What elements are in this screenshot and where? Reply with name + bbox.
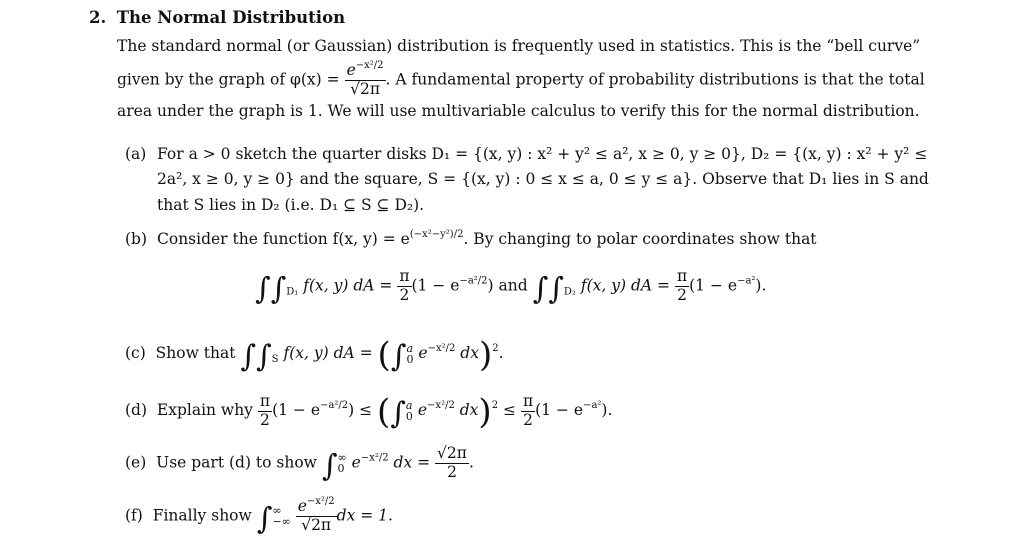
dx-equals-one: dx = 1. bbox=[336, 506, 393, 525]
right-paren: ) bbox=[478, 335, 493, 375]
limits bbox=[406, 400, 413, 422]
part-f bbox=[125, 498, 393, 536]
pi-over-2-fraction bbox=[258, 393, 272, 430]
pi: π bbox=[522, 391, 534, 410]
e: e bbox=[418, 344, 428, 362]
section-heading bbox=[89, 8, 345, 27]
part-a-label: (a) bbox=[125, 145, 147, 163]
intro-line-2-pre: given by the graph of φ(x) = bbox=[117, 70, 340, 89]
exponent: −x²/2 bbox=[360, 452, 389, 464]
part-a-line-2: 2a², x ≥ 0, y ≥ 0} and the square, S = {(x, y) : 0 ≤ x ≤ a, 0 ≤ y ≤ a}. Observe that D₁ lies in S and bbox=[157, 170, 929, 188]
upper-limit: ∞ bbox=[337, 451, 347, 465]
integral-symbol: ∫ bbox=[390, 396, 406, 431]
integrand-fraction bbox=[296, 498, 337, 535]
pi: π bbox=[399, 267, 410, 285]
part-b-function: Consider the function f(x, y) = e bbox=[157, 230, 410, 248]
upper-limit: a bbox=[405, 399, 413, 412]
part-b-label: (b) bbox=[125, 230, 148, 248]
and-text: and bbox=[498, 276, 528, 295]
limits bbox=[338, 452, 347, 474]
double-integral-symbol: ∫∫ bbox=[532, 271, 564, 307]
part-c-integrand: f(x, y) dA = bbox=[283, 344, 373, 362]
intro-line-2-post: . A fundamental property of probability distributions is that the total bbox=[385, 70, 925, 89]
rhs: (1 − e bbox=[535, 401, 584, 419]
part-e-label: (e) bbox=[125, 453, 147, 472]
result-1: (1 − e bbox=[411, 276, 460, 295]
rhs-close: ). bbox=[601, 401, 613, 419]
numerator: e bbox=[297, 497, 307, 515]
integrand-1: f(x, y) dA = bbox=[303, 276, 393, 295]
lhs-close: ) ≤ bbox=[348, 401, 373, 419]
part-c-text: Show that bbox=[155, 344, 236, 362]
part-a-line-1: For a > 0 sketch the quarter disks D₁ = {(x, y) : x² + y² ≤ a², x ≥ 0, y ≥ 0}, D₂ = {(x, y) : x² + y² ≤ bbox=[157, 145, 928, 163]
numerator-exponent: −x²/2 bbox=[306, 496, 335, 507]
lhs: (1 − e bbox=[272, 401, 321, 419]
power: 2 bbox=[492, 343, 499, 354]
dx: dx bbox=[459, 401, 479, 419]
result-2: (1 − e bbox=[689, 276, 738, 295]
integral-symbol: ∫ bbox=[256, 501, 273, 537]
result-1-exponent: −a²/2 bbox=[459, 275, 488, 287]
e: e bbox=[351, 453, 361, 472]
result-1-close: ) bbox=[487, 276, 494, 295]
part-b-text: . By changing to polar coordinates show that bbox=[463, 230, 817, 248]
left-paren: ( bbox=[377, 335, 391, 375]
part-e bbox=[125, 445, 474, 483]
left-paren: ( bbox=[377, 392, 391, 432]
phi-fraction bbox=[345, 62, 386, 99]
lower-limit: 0 bbox=[337, 462, 345, 476]
region-d2: D₂ bbox=[563, 286, 576, 298]
section-title: The Normal Distribution bbox=[116, 8, 346, 27]
upper-limit: a bbox=[406, 342, 413, 355]
intro-line-3: area under the graph is 1. We will use multivariable calculus to verify this for the normal distribution. bbox=[117, 102, 920, 120]
pi: π bbox=[676, 267, 688, 285]
part-b-line-1 bbox=[157, 230, 817, 248]
right-paren: ) bbox=[478, 392, 492, 432]
e: e bbox=[417, 401, 428, 419]
power: 2 bbox=[491, 400, 499, 411]
phi-numerator: e bbox=[346, 61, 356, 79]
period: . bbox=[498, 344, 504, 362]
exponent: −x²/2 bbox=[427, 343, 456, 354]
phi-exponent: −x²/2 bbox=[355, 60, 384, 71]
pi: π bbox=[259, 391, 271, 410]
part-f-text: Finally show bbox=[152, 506, 252, 525]
lower-limit: −∞ bbox=[272, 515, 291, 529]
part-b-equation bbox=[255, 268, 766, 306]
rhs-exponent: −a² bbox=[583, 400, 602, 411]
result-fraction bbox=[435, 445, 469, 482]
pi-over-2-fraction bbox=[397, 268, 411, 305]
limits bbox=[406, 343, 413, 365]
two: 2 bbox=[523, 410, 533, 429]
integrand-2: f(x, y) dA = bbox=[580, 276, 670, 295]
part-c-label: (c) bbox=[125, 344, 146, 362]
result-2-exponent: −a² bbox=[737, 275, 756, 287]
denominator: √2π bbox=[301, 515, 332, 534]
double-integral-symbol: ∫∫ bbox=[240, 339, 272, 374]
part-c bbox=[125, 335, 504, 375]
lhs-exponent: −a²/2 bbox=[320, 400, 349, 411]
intro-line-2 bbox=[117, 62, 925, 99]
section-number: 2. bbox=[89, 8, 107, 27]
part-d-text: Explain why bbox=[156, 401, 253, 419]
phi-denominator: √2π bbox=[350, 79, 381, 98]
region-s: S bbox=[271, 354, 279, 365]
limits bbox=[272, 505, 290, 527]
part-d-label: (d) bbox=[125, 401, 148, 419]
intro-line-1: The standard normal (or Gaussian) distribution is frequently used in statistics. This is the “bell curve” bbox=[117, 37, 921, 55]
lower-limit: 0 bbox=[406, 353, 414, 366]
numerator: √2π bbox=[437, 444, 467, 462]
part-f-label: (f) bbox=[125, 506, 143, 525]
part-d bbox=[125, 392, 612, 432]
upper-limit: ∞ bbox=[272, 504, 282, 518]
dx: dx = bbox=[393, 453, 431, 472]
denominator: 2 bbox=[447, 462, 457, 481]
double-integral-symbol: ∫∫ bbox=[255, 271, 287, 307]
part-b-exponent: (−x²−y²)/2 bbox=[409, 229, 464, 240]
pi-over-2-fraction bbox=[675, 268, 689, 305]
result-2-close: ). bbox=[755, 276, 767, 295]
exponent: −x²/2 bbox=[427, 400, 455, 411]
pi-over-2-fraction bbox=[521, 393, 535, 430]
part-e-text: Use part (d) to show bbox=[156, 453, 317, 472]
two: 2 bbox=[260, 410, 270, 429]
period: . bbox=[468, 453, 474, 472]
leq: ≤ bbox=[503, 401, 516, 419]
part-a-line-3: that S lies in D₂ (i.e. D₁ ⊆ S ⊆ D₂). bbox=[157, 196, 425, 214]
integral-symbol: ∫ bbox=[321, 448, 338, 484]
two: 2 bbox=[677, 285, 687, 304]
lower-limit: 0 bbox=[405, 410, 413, 423]
dx: dx bbox=[460, 344, 479, 362]
integral-symbol: ∫ bbox=[390, 339, 407, 374]
region-d1: D₁ bbox=[286, 286, 299, 298]
two: 2 bbox=[399, 285, 410, 304]
